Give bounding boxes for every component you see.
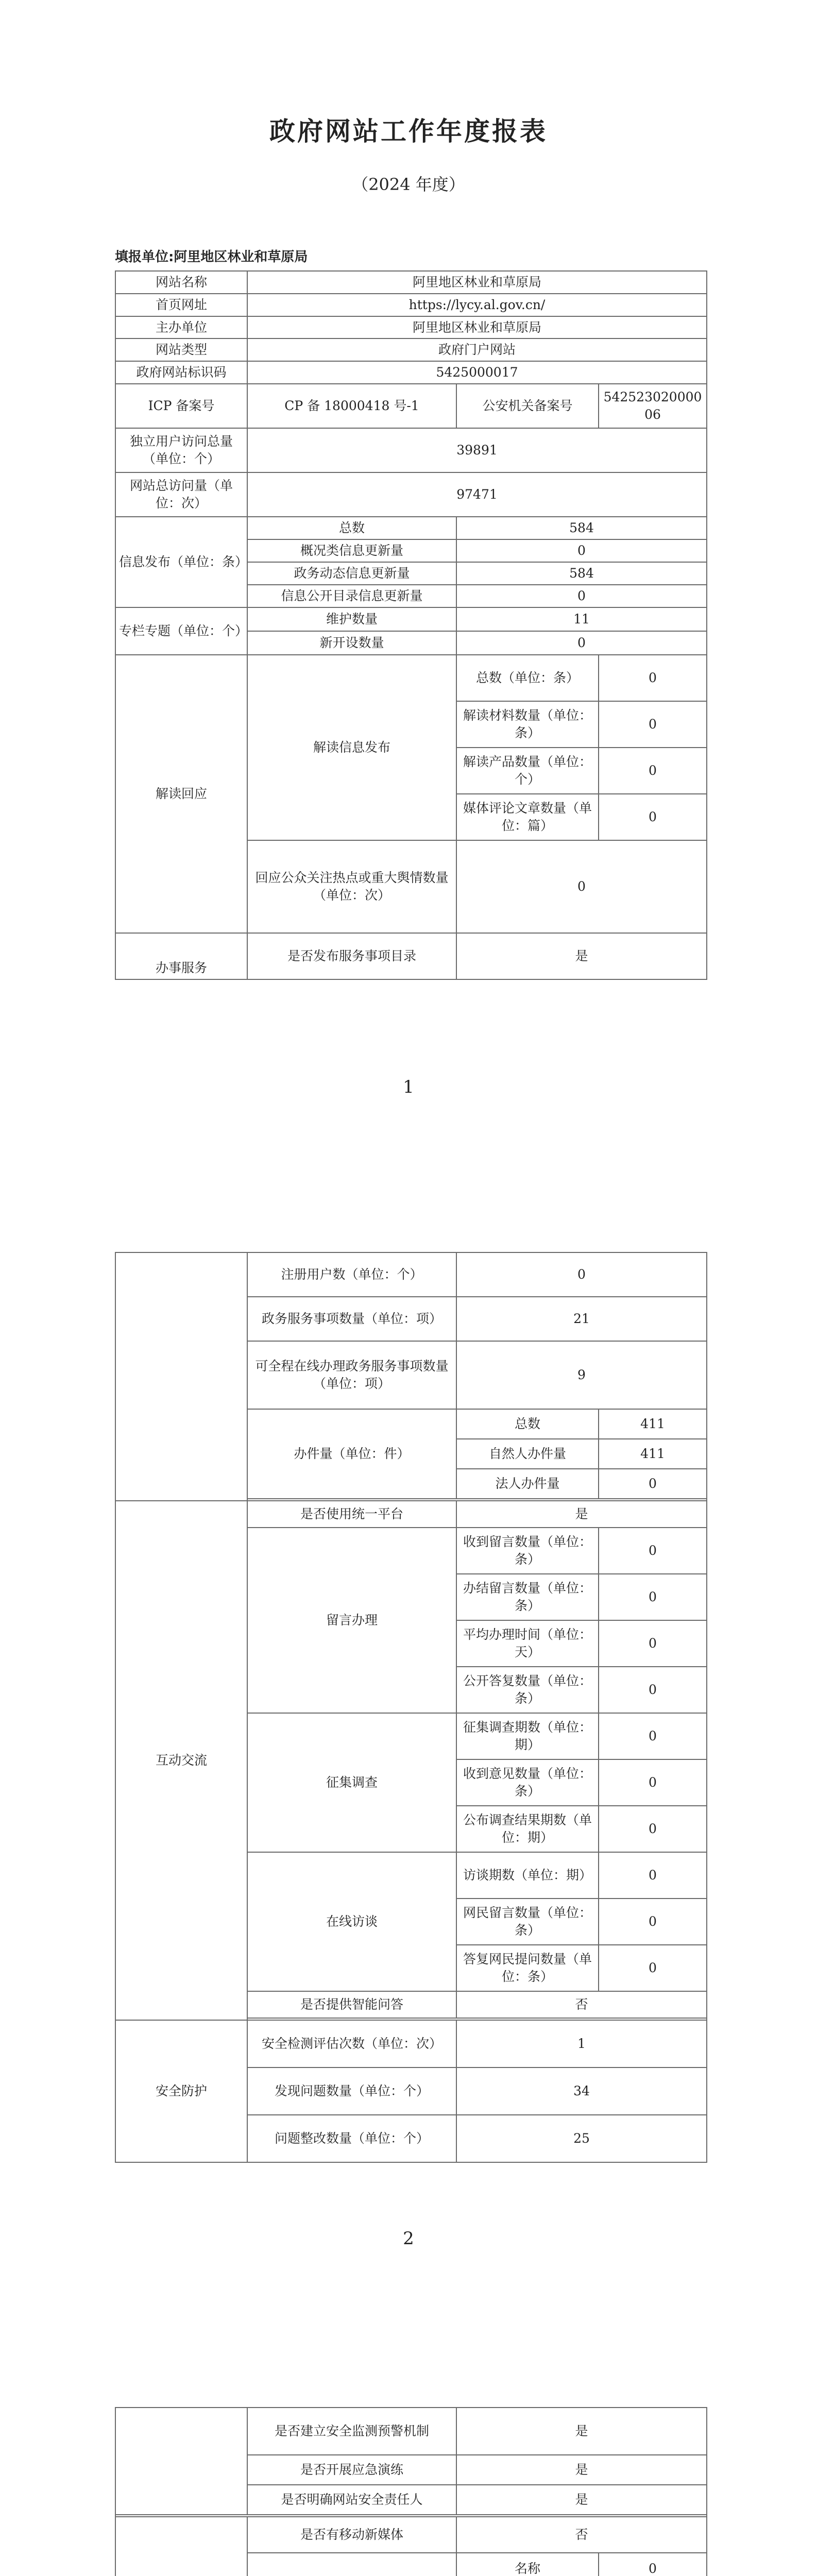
cell-value: 0 [599,748,707,794]
cell-label: 维护数量 [247,607,456,631]
cell-label: 政府网站标识码 [115,361,247,384]
home-url: https://lycy.al.gov.cn/ [247,294,707,316]
cell-label: 是否提供智能问答 [247,1991,456,2018]
page-number: 1 [403,1077,414,1097]
cell-label [115,2517,247,2576]
cell-label: 政务动态信息更新量 [247,562,456,585]
cell-label: 是否有移动新媒体 [247,2517,456,2553]
cell-label: 信息发布（单位：条） [115,517,247,607]
cell-label: 平均办理时间（单位：天） [456,1620,599,1667]
cell-value: 0 [456,1252,707,1297]
cell-value: 0 [599,1713,707,1759]
cell-label: 网站总访问量（单位：次） [115,472,247,517]
cell-label: 解读材料数量（单位：条） [456,701,599,748]
cell-label: 办结留言数量（单位：条） [456,1574,599,1620]
cell-value: 0 [599,1759,707,1806]
cell-value: 54252302000006 [599,384,707,428]
cell-label: 是否明确网站安全责任人 [247,2485,456,2515]
cell-label: 留言办理 [247,1528,456,1713]
cell-label: 问题整改数量（单位：个） [247,2115,456,2162]
cell-label [115,1252,247,1501]
cell-value: 是 [456,2455,707,2485]
cell-label: 主办单位 [115,316,247,339]
cell-value: 是 [456,2408,707,2455]
cell-value: 21 [456,1297,707,1341]
report-table-2 [115,1252,707,2163]
cell-value: 0 [599,1945,707,1991]
cell-label: 回应公众关注热点或重大舆情数量（单位：次） [247,840,456,933]
cell-value: 阿里地区林业和草原局 [247,271,707,294]
cell-label: 概况类信息更新量 [247,539,456,562]
cell-value: 0 [456,539,707,562]
cell-label: 总数 [247,517,456,539]
cell-label: 首页网址 [115,294,247,316]
cell-label: 办事服务 [115,933,247,979]
cell-label: ICP 备案号 [115,384,247,428]
cell-label: 是否发布服务事项目录 [247,933,456,979]
cell-value: 0 [599,1667,707,1713]
cell-value: 11 [456,607,707,631]
cell-value: 0 [599,1852,707,1899]
cell-label: 征集调查 [247,1713,456,1852]
cell-label: 名称 [456,2553,599,2576]
cell-label: 解读产品数量（单位：个） [456,748,599,794]
cell-label: 可全程在线办理政务服务事项数量（单位：项） [247,1341,456,1409]
cell-label: 自然人办件量 [456,1439,599,1469]
cell-label: 公布调查结果期数（单位：期） [456,1806,599,1852]
cell-value: 是 [456,1501,707,1528]
page-number: 2 [403,2228,414,2249]
cell-label: 是否使用统一平台 [247,1501,456,1528]
cell-value: 97471 [247,472,707,517]
cell-label: 解读回应 [115,655,247,933]
cell-value: 0 [456,840,707,933]
cell-label: 公开答复数量（单位：条） [456,1667,599,1713]
cell-label: 专栏专题（单位：个） [115,607,247,655]
cell-value: 1 [456,2020,707,2067]
cell-label: 访谈期数（单位：期） [456,1852,599,1899]
cell-label: 网民留言数量（单位：条） [456,1899,599,1945]
cell-label: 发现问题数量（单位：个） [247,2067,456,2115]
cell-value: 411 [599,1439,707,1469]
cell-label: 安全防护 [115,2020,247,2162]
cell-label: 媒体评论文章数量（单位：篇） [456,794,599,840]
report-table-1 [115,270,707,980]
cell-value: 0 [599,1574,707,1620]
cell-label: 在线访谈 [247,1852,456,1991]
cell-label: 总数（单位：条） [456,655,599,701]
cell-label: 总数 [456,1409,599,1439]
cell-label: 办件量（单位：件） [247,1409,456,1499]
cell-label: 信息公开目录信息更新量 [247,585,456,607]
cell-value: 0 [599,2553,707,2576]
cell-value: 0 [599,1620,707,1667]
cell-value: 0 [456,585,707,607]
report-year: （2024 年度） [352,175,465,194]
cell-label: 法人办件量 [456,1469,599,1499]
cell-label: 注册用户数（单位：个） [247,1252,456,1297]
cell-label: 答复网民提问数量（单位：条） [456,1945,599,1991]
cell-value: 0 [599,655,707,701]
cell-value: 0 [599,1528,707,1574]
cell-label: 公安机关备案号 [456,384,599,428]
cell-value: 0 [599,1899,707,1945]
cell-value: 9 [456,1341,707,1409]
cell-value: 25 [456,2115,707,2162]
cell-value: 0 [456,631,707,655]
report-table-3 [115,2407,707,2576]
cell-label: 新开设数量 [247,631,456,655]
cell-value: 否 [456,1991,707,2018]
cell-value: 0 [599,1469,707,1499]
cell-label: 是否建立安全监测预警机制 [247,2408,456,2455]
cell-value: 0 [599,794,707,840]
cell-label: 政务服务事项数量（单位：项） [247,1297,456,1341]
cell-value: 5425000017 [247,361,707,384]
cell-value: 34 [456,2067,707,2115]
cell-value: 39891 [247,428,707,472]
cell-label: 收到留言数量（单位：条） [456,1528,599,1574]
cell-value: 0 [599,701,707,748]
report-title: 政府网站工作年度报表 [269,116,548,146]
cell-value: 584 [456,562,707,585]
cell-value: 411 [599,1409,707,1439]
cell-value: CP 备 18000418 号-1 [247,384,456,428]
cell-label: 收到意见数量（单位：条） [456,1759,599,1806]
cell-value: 584 [456,517,707,539]
fill-unit: 填报单位:阿里地区林业和草原局 [115,249,308,265]
cell-label: 解读信息发布 [247,655,456,840]
cell-label: 网站名称 [115,271,247,294]
cell-label: 网站类型 [115,338,247,361]
cell-value: 否 [456,2517,707,2553]
cell-value: 阿里地区林业和草原局 [247,316,707,339]
cell-label [247,2553,456,2576]
cell-label: 征集调查期数（单位：期） [456,1713,599,1759]
cell-value: 是 [456,2485,707,2515]
cell-label: 互动交流 [115,1501,247,2020]
cell-value: 是 [456,933,707,979]
cell-label [115,2408,247,2515]
cell-label: 独立用户访问总量（单位：个） [115,428,247,472]
cell-label: 安全检测评估次数（单位：次） [247,2020,456,2067]
cell-value: 0 [599,1806,707,1852]
cell-value: 政府门户网站 [247,338,707,361]
cell-label: 是否开展应急演练 [247,2455,456,2485]
